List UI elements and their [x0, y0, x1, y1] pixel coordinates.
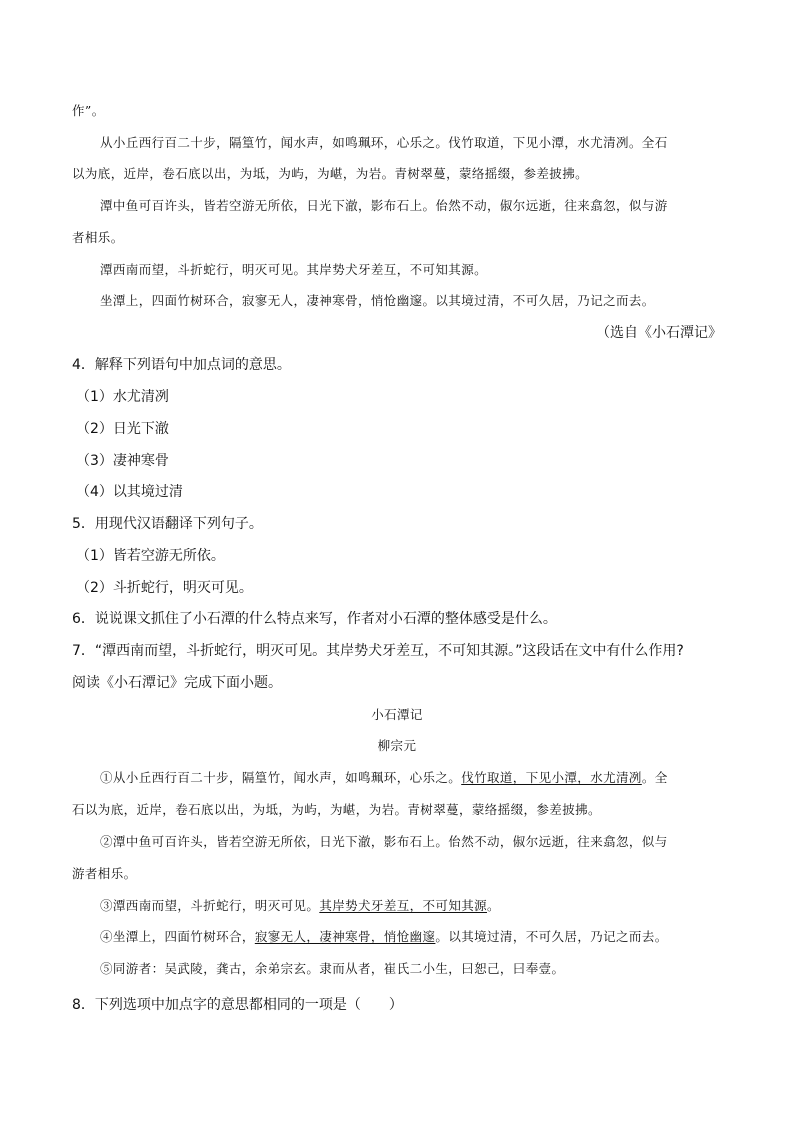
passage2-p1-text: ①从小丘西行百二十步，隔篁竹，闻水声，如鸣珮环，心乐之。	[100, 770, 462, 785]
passage2-p2-line1: ②潭中鱼可百许头，皆若空游无所依，日光下澈，影布石上。佁然不动，俶尔远逝，往来翕忽，似与	[100, 834, 668, 849]
passage1-lead: 作”。	[72, 103, 105, 118]
q6-stem: 6．说说课文抓住了小石潭的什么特点来写，作者对小石潭的整体感受是什么。	[72, 611, 557, 627]
passage1-p2-line1: 潭中鱼可百许头，皆若空游无所依，日光下澈，影布石上。佁然不动，俶尔远逝，往来翕忽，似与游	[100, 198, 668, 213]
passage2-p1-line2: 石以为底，近岸，卷石底以出，为坻，为屿，为嵁，为岩。青树翠蔓，蒙络摇缀，参差披拂。	[72, 802, 601, 817]
passage1-source: （选自《小石潭记》	[596, 325, 722, 341]
passage2-intro: 阅读《小石潭记》完成下面小题。	[72, 675, 282, 691]
passage2-p1-tail: 。全	[641, 770, 668, 785]
q7-stem: 7．“潭西南而望，斗折蛇行，明灭可见。其岸势犬牙差互，不可知其源。”这段话在文中有什么作用?	[72, 643, 684, 659]
passage2-p1-underlined: 伐竹取道，下见小潭，水尤清冽	[461, 770, 642, 785]
passage2-title: 小石潭记	[371, 707, 423, 722]
passage2-p3-text: ③潭西南而望，斗折蛇行，明灭可见。	[100, 898, 320, 913]
q4-item-3: （3）凄神寒骨	[76, 453, 169, 469]
q5-stem: 5．用现代汉语翻译下列句子。	[72, 516, 263, 532]
passage1-p4: 坐潭上，四面竹树环合，寂寥无人，凄神寒骨，悄怆幽邃。以其境过清，不可久居，乃记之而去。	[100, 293, 655, 308]
passage2-p3-tail: 。	[487, 898, 500, 913]
q4-item-2: （2）日光下澈	[76, 421, 169, 437]
passage2-p1-line1	[100, 769, 668, 787]
q4-stem: 4．解释下列语句中加点词的意思。	[72, 357, 291, 373]
passage2-p2-line2: 游者相乐。	[72, 866, 137, 881]
passage1-p1-line1: 从小丘西行百二十步，隔篁竹，闻水声，如鸣珮环，心乐之。伐竹取道，下见小潭，水尤清冽。全石	[100, 135, 668, 150]
passage2-p4-underlined: 寂寥无人，凄神寒骨，悄怆幽邃	[254, 929, 436, 944]
passage2-author: 柳宗元	[377, 738, 417, 753]
passage1-p1-line2: 以为底，近岸，卷石底以出，为坻，为屿，为嵁，为岩。青树翠蔓，蒙络摇缀，参差披拂。	[72, 166, 589, 181]
passage2-p4-text: ④坐潭上，四面竹树环合，	[100, 929, 255, 944]
q5-item-2: （2）斗折蛇行，明灭可见。	[76, 580, 253, 596]
passage1-p3: 潭西南而望，斗折蛇行，明灭可见。其岸势犬牙差互，不可知其源。	[100, 262, 488, 277]
passage2-p4	[100, 928, 668, 946]
passage2-p3	[100, 897, 500, 915]
passage1-p2-line2: 者相乐。	[72, 230, 124, 245]
q5-item-1: （1）皆若空游无所依。	[76, 548, 225, 564]
q8-stem: 8．下列选项中加点字的意思都相同的一项是（ ）	[72, 997, 403, 1013]
q4-item-1: （1）水尤清冽	[76, 389, 169, 405]
passage2-p3-underlined: 其岸势犬牙差互，不可知其源	[319, 898, 488, 913]
passage2-p4-tail: 。以其境过清，不可久居，乃记之而去。	[435, 929, 668, 944]
q4-item-4: （4）以其境过清	[76, 484, 183, 500]
passage2-p5: ⑤同游者：吴武陵，龚古，余弟宗玄。隶而从者，崔氏二小生，曰恕己，曰奉壹。	[100, 961, 565, 976]
